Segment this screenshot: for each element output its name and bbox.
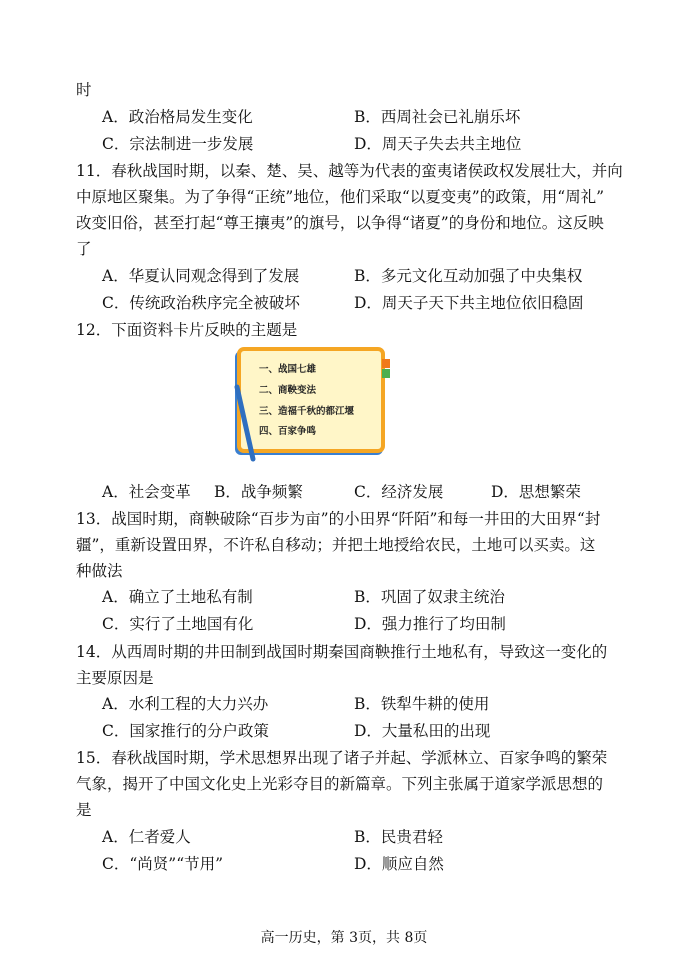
page-footer: 高一历史，第 3页，共 8页	[260, 930, 428, 946]
q15-option-a: A．仁者爱人	[102, 828, 191, 846]
q11-stem-line: 11．春秋战国时期，以秦、楚、吴、越等为代表的蛮夷诸侯政权发展壮大，并向	[76, 162, 623, 180]
q13-option-c: C．实行了土地国有化	[102, 615, 254, 633]
q14-stem-line: 主要原因是	[76, 669, 154, 687]
q15-option-d: D．顺应自然	[354, 855, 444, 873]
q15-stem-line: 气象，揭开了中国文化史上光彩夺目的新篇章。下列主张属于道家学派思想的	[76, 775, 604, 793]
q14-option-c: C．国家推行的分户政策	[102, 722, 269, 740]
q11-option-b: B．多元文化互动加强了中央集权	[354, 267, 583, 285]
q15-stem-line: 15．春秋战国时期，学术思想界出现了诸子并起、学派林立、百家争鸣的繁荣	[76, 749, 608, 767]
q12-option-d: D．思想繁荣	[491, 483, 581, 501]
q13-option-d: D．强力推行了均田制	[354, 615, 506, 633]
q14-option-a: A．水利工程的大力兴办	[102, 695, 269, 713]
card-tab-green	[382, 369, 390, 378]
q13-option-b: B．巩固了奴隶主统治	[354, 588, 505, 606]
q13-option-a: A．确立了土地私有制	[102, 588, 253, 606]
q15-option-b: B．民贵君轻	[354, 828, 443, 846]
q15-option-c: C．“尚贤”“节用”	[102, 855, 224, 873]
q10-stem-tail: 时	[76, 81, 92, 99]
q12-option-b: B．战争频繁	[214, 483, 303, 501]
q11-option-a: A．华夏认同观念得到了发展	[102, 267, 300, 285]
q14-option-d: D．大量私田的出现	[354, 722, 491, 740]
q10-option-d: D．周天子失去共主地位	[354, 135, 522, 153]
q13-stem-line: 13．战国时期，商鞅破除“百步为亩”的小田界“阡陌”和每一井田的大田界“封	[76, 510, 601, 528]
card-item-2: 二、商鞅变法	[259, 385, 317, 396]
q12-option-c: C．经济发展	[354, 483, 444, 501]
q10-option-c: C．宗法制进一步发展	[102, 135, 254, 153]
q11-stem-line: 中原地区聚集。为了争得“正统”地位，他们采取“以夏变夷”的政策，用“周礼”	[76, 188, 605, 206]
card-item-3: 三、造福千秋的都江堰	[259, 406, 355, 417]
card-item-4: 四、百家争鸣	[259, 426, 317, 437]
q13-stem-line: 疆”，重新设置田界，不许私自移动；并把土地授给农民，土地可以买卖。这	[76, 536, 596, 554]
card-tab-orange	[382, 359, 390, 368]
q14-option-b: B．铁犁牛耕的使用	[354, 695, 490, 713]
q11-stem-line: 改变旧俗，甚至打起“尊王攘夷”的旗号，以争得“诸夏”的身份和地位。这反映	[76, 214, 604, 232]
q11-option-c: C．传统政治秩序完全被破坏	[102, 294, 300, 312]
q10-option-b: B．西周社会已礼崩乐坏	[354, 108, 521, 126]
q14-stem-line: 14．从西周时期的井田制到战国时期秦国商鞅推行土地私有，导致这一变化的	[76, 643, 608, 661]
q13-stem-line: 种做法	[76, 562, 123, 580]
q12-stem: 12．下面资料卡片反映的主题是	[76, 321, 298, 339]
q12-option-a: A．社会变革	[102, 483, 191, 501]
q10-option-a: A．政治格局发生变化	[102, 108, 253, 126]
q11-option-d: D．周天子天下共主地位依旧稳固	[354, 294, 584, 312]
q11-stem-line: 了	[76, 240, 92, 258]
data-card-illustration	[231, 347, 393, 462]
q15-stem-line: 是	[76, 801, 92, 819]
card-item-1: 一、战国七雄	[259, 364, 317, 375]
